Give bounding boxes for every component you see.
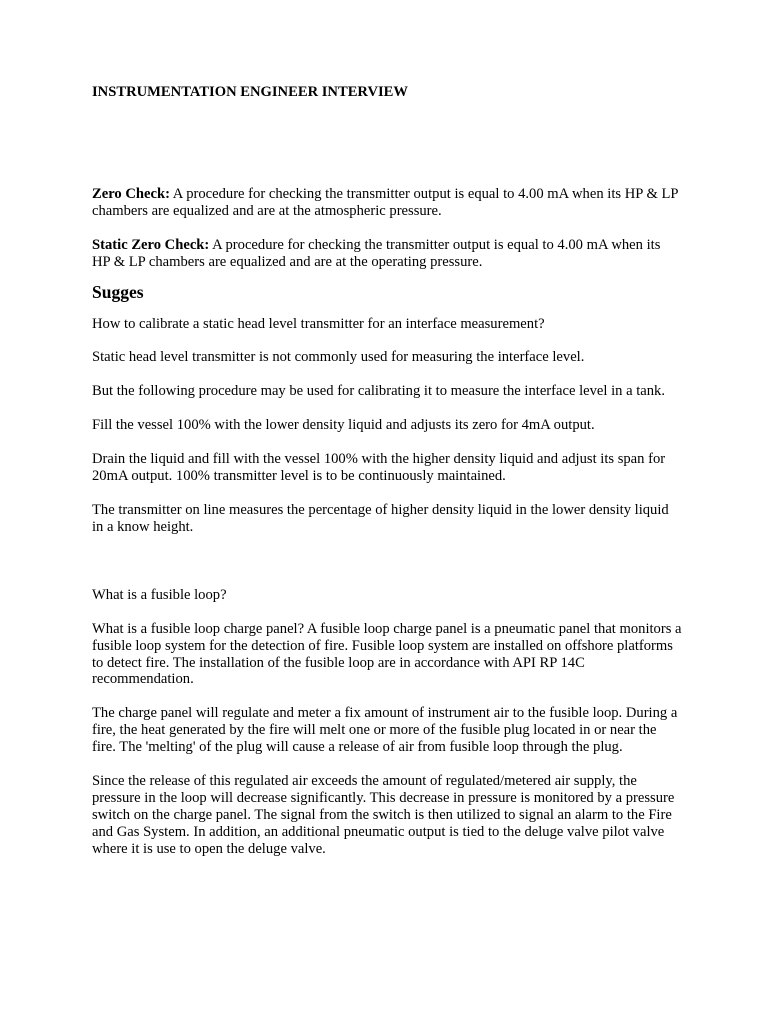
spacer — [92, 271, 682, 282]
zero-check-text: A procedure for checking the transmitter output is equal to 4.00 mA when its HP & LP chambers are equalized and are at the atmospheric pressure. — [92, 185, 678, 219]
calibration-paragraph: But the following procedure may be used for calibrating it to measure the interface level in a tank. — [92, 383, 666, 400]
spacer — [92, 332, 682, 349]
calibration-paragraph: The transmitter on line measures the percentage of higher density liquid in the lower density liquid in a know height. — [92, 501, 669, 535]
calibration-paragraph: Static head level transmitter is not commonly used for measuring the interface level. — [92, 349, 585, 366]
spacer — [92, 101, 682, 186]
spacer — [92, 220, 682, 237]
section-heading: Sugges — [92, 281, 144, 302]
document-title: INSTRUMENTATION ENGINEER INTERVIEW — [92, 84, 409, 100]
spacer — [92, 400, 682, 417]
fusible-loop-question: What is a fusible loop? — [92, 586, 227, 603]
spacer — [92, 485, 682, 502]
spacer — [92, 536, 682, 587]
static-zero-check-term: Static Zero Check: — [92, 236, 210, 253]
calibration-question: How to calibrate a static head level transmitter for an interface measurement? — [92, 315, 545, 332]
fusible-loop-paragraph: The charge panel will regulate and meter a fix amount of instrument air to the fusible loop. During a fire, the heat generated by the fire will melt one or more of the fusible plug located in or near the fire. The 'melting' of the plug will cause a release of air from fusible loop through the plug. — [92, 705, 678, 756]
calibration-paragraph: Drain the liquid and fill with the vessel 100% with the higher density liquid and adjust its span for 20mA output. 100% transmitter level is to be continuously maintained. — [92, 451, 666, 485]
spacer — [92, 756, 682, 773]
fusible-loop-paragraph: What is a fusible loop charge panel? A fusible loop charge panel is a pneumatic panel that monitors a fusible loop system for the detection of fire. Fusible loop system are installed on offshore platforms to detect fire. The installation of the fusible loop are in accordance with API RP 14C recommendation. — [92, 620, 682, 688]
spacer — [92, 604, 682, 621]
static-zero-check-paragraph — [92, 237, 682, 271]
static-zero-check-text: A procedure for checking the transmitter output is equal to 4.00 mA when its HP & LP chambers are equalized and are at the operating pressure. — [92, 236, 661, 270]
calibration-paragraph: Fill the vessel 100% with the lower density liquid and adjusts its zero for 4mA output. — [92, 417, 595, 434]
fusible-loop-paragraph: Since the release of this regulated air exceeds the amount of regulated/metered air supply, the pressure in the loop will decrease significantly. This decrease in pressure is monitored by a pressure switch on the charge panel. The signal from the switch is then utilized to signal an alarm to the Fire and Gas System. In addition, an additional pneumatic output is tied to the deluge valve pilot valve where it is use to open the deluge valve. — [92, 773, 675, 857]
spacer — [92, 434, 682, 451]
spacer — [92, 302, 682, 316]
spacer — [92, 688, 682, 705]
zero-check-term: Zero Check: — [92, 185, 170, 202]
zero-check-paragraph — [92, 186, 682, 220]
document-page — [92, 84, 682, 858]
spacer — [92, 366, 682, 383]
